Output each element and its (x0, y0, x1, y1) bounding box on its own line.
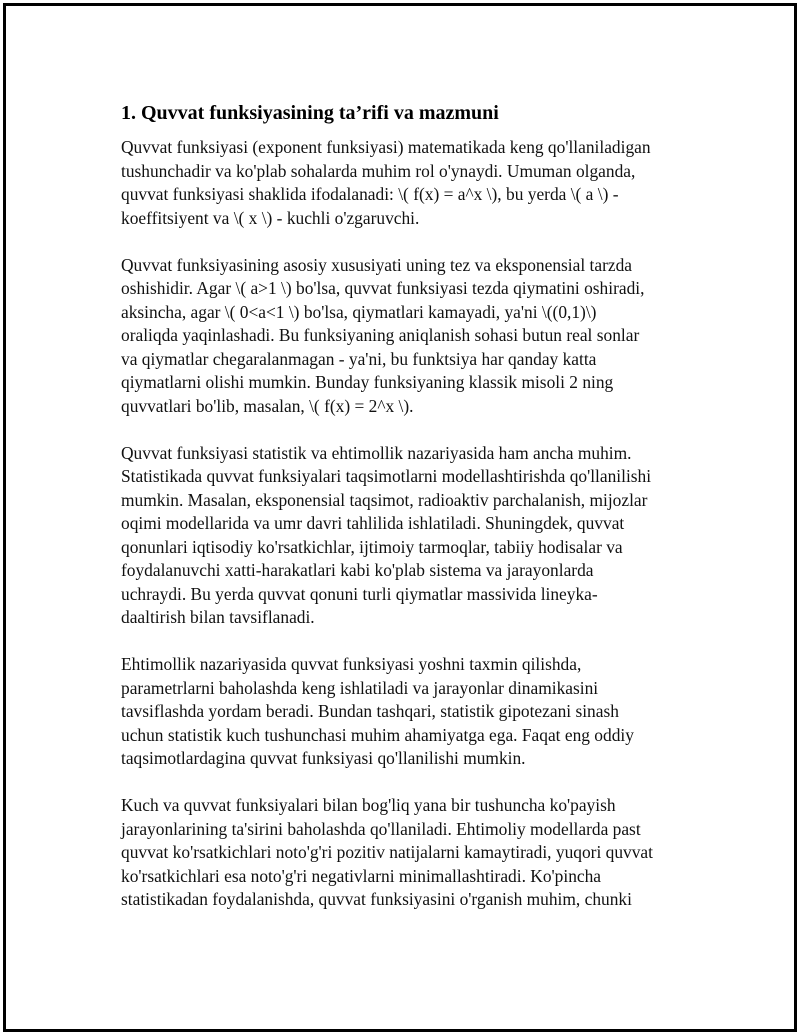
paragraph-4 (121, 653, 691, 771)
text-line: foydalanuvchi xatti-harakatlari kabi ko'plab sistema va jarayonlarda (121, 560, 594, 580)
text-line: Kuch va quvvat funksiyalari bilan bog'liq yana bir tushuncha ko'payish (121, 795, 616, 815)
page-frame (3, 3, 797, 1032)
text-line: quvvatlari bo'lib, masalan, \( f(x) = 2^x \). (121, 395, 414, 416)
document-body (121, 100, 691, 935)
text-line: oraliqda yaqinlashadi. Bu funksiyaning aniqlanish sohasi butun real sonlar (121, 325, 640, 345)
section-heading: 1. Quvvat funksiyasining ta’rifi va mazmuni (121, 102, 499, 124)
text-line: parametrlarni baholashda keng ishlatiladi va jarayonlar dinamikasini (121, 677, 599, 698)
text-line: koeffitsiyent va \( x \) - kuchli o'zgaruvchi. (121, 207, 420, 228)
text-line: tavsiflashda yordam beradi. Bundan tashqari, statistik gipotezani sinash (121, 701, 619, 721)
text-line: qiymatlarni olishi mumkin. Bunday funksiyaning klassik misoli 2 ning (121, 372, 614, 392)
text-line: Statistikada quvvat funksiyalari taqsimotlarni modellashtirishda qo'llanilishi (121, 466, 652, 486)
text-line: quvvat funksiyasi shaklida ifodalanadi: \( f(x) = a^x \), bu yerda \( a \) - (121, 184, 619, 204)
text-line: statistikadan foydalanishda, quvvat funksiyasini o'rganish muhim, chunki (121, 889, 632, 909)
text-line: quvvat ko'rsatkichlari noto'g'ri pozitiv natijalarni kamaytiradi, yuqori quvvat (121, 842, 653, 862)
paragraph-2 (121, 254, 691, 419)
text-line: aksincha, agar \( 0<a<1 \) bo'lsa, qiymatlari kamayadi, ya'ni \((0,1)\) (121, 301, 597, 322)
text-line: Quvvat funksiyasining asosiy xususiyati uning tez va eksponensial tarzda (121, 254, 632, 275)
text-line: uchun statistik kuch tushunchasi muhim ahamiyatga ega. Faqat eng oddiy (121, 724, 634, 745)
text-line: tushunchadir va ko'plab sohalarda muhim rol o'ynaydi. Umuman olganda, (121, 160, 636, 181)
text-line: ko'rsatkichlari esa noto'g'ri negativlarni minimallashtiradi. Ko'pincha (121, 865, 602, 886)
text-line: uchraydi. Bu yerda quvvat qonuni turli qiymatlar massivida lineyka- (121, 583, 598, 604)
text-line: Quvvat funksiyasi statistik va ehtimollik nazariyasida ham ancha muhim. (121, 442, 632, 463)
text-line: va qiymatlar chegaralanmagan - ya'ni, bu funktsiya har qanday katta (121, 348, 597, 369)
text-line: Ehtimollik nazariyasida quvvat funksiyasi yoshni taxmin qilishda, (121, 654, 582, 674)
text-line: oshishidir. Agar \( a>1 \) bo'lsa, quvvat funksiyasi tezda qiymatini oshiradi, (121, 278, 645, 298)
text-line: jarayonlarining ta'sirini baholashda qo'llaniladi. Ehtimoliy modellarda past (121, 818, 641, 839)
paragraph-1 (121, 136, 691, 230)
text-line: mumkin. Masalan, eksponensial taqsimot, radioaktiv parchalanish, mijozlar (121, 489, 648, 510)
text-line: taqsimotlardagina quvvat funksiyasi qo'llanilishi mumkin. (121, 748, 526, 768)
paragraph-5 (121, 794, 691, 912)
text-line: qonunlari iqtisodiy ko'rsatkichlar, ijtimoiy tarmoqlar, tabiiy hodisalar va (121, 536, 623, 557)
text-line: Quvvat funksiyasi (exponent funksiyasi) matematikada keng qo'llaniladigan (121, 137, 651, 157)
text-line: oqimi modellarida va umr davri tahlilida ishlatiladi. Shuningdek, quvvat (121, 513, 625, 533)
text-line: daaltirish bilan tavsiflanadi. (121, 607, 315, 627)
paragraph-3 (121, 442, 691, 630)
